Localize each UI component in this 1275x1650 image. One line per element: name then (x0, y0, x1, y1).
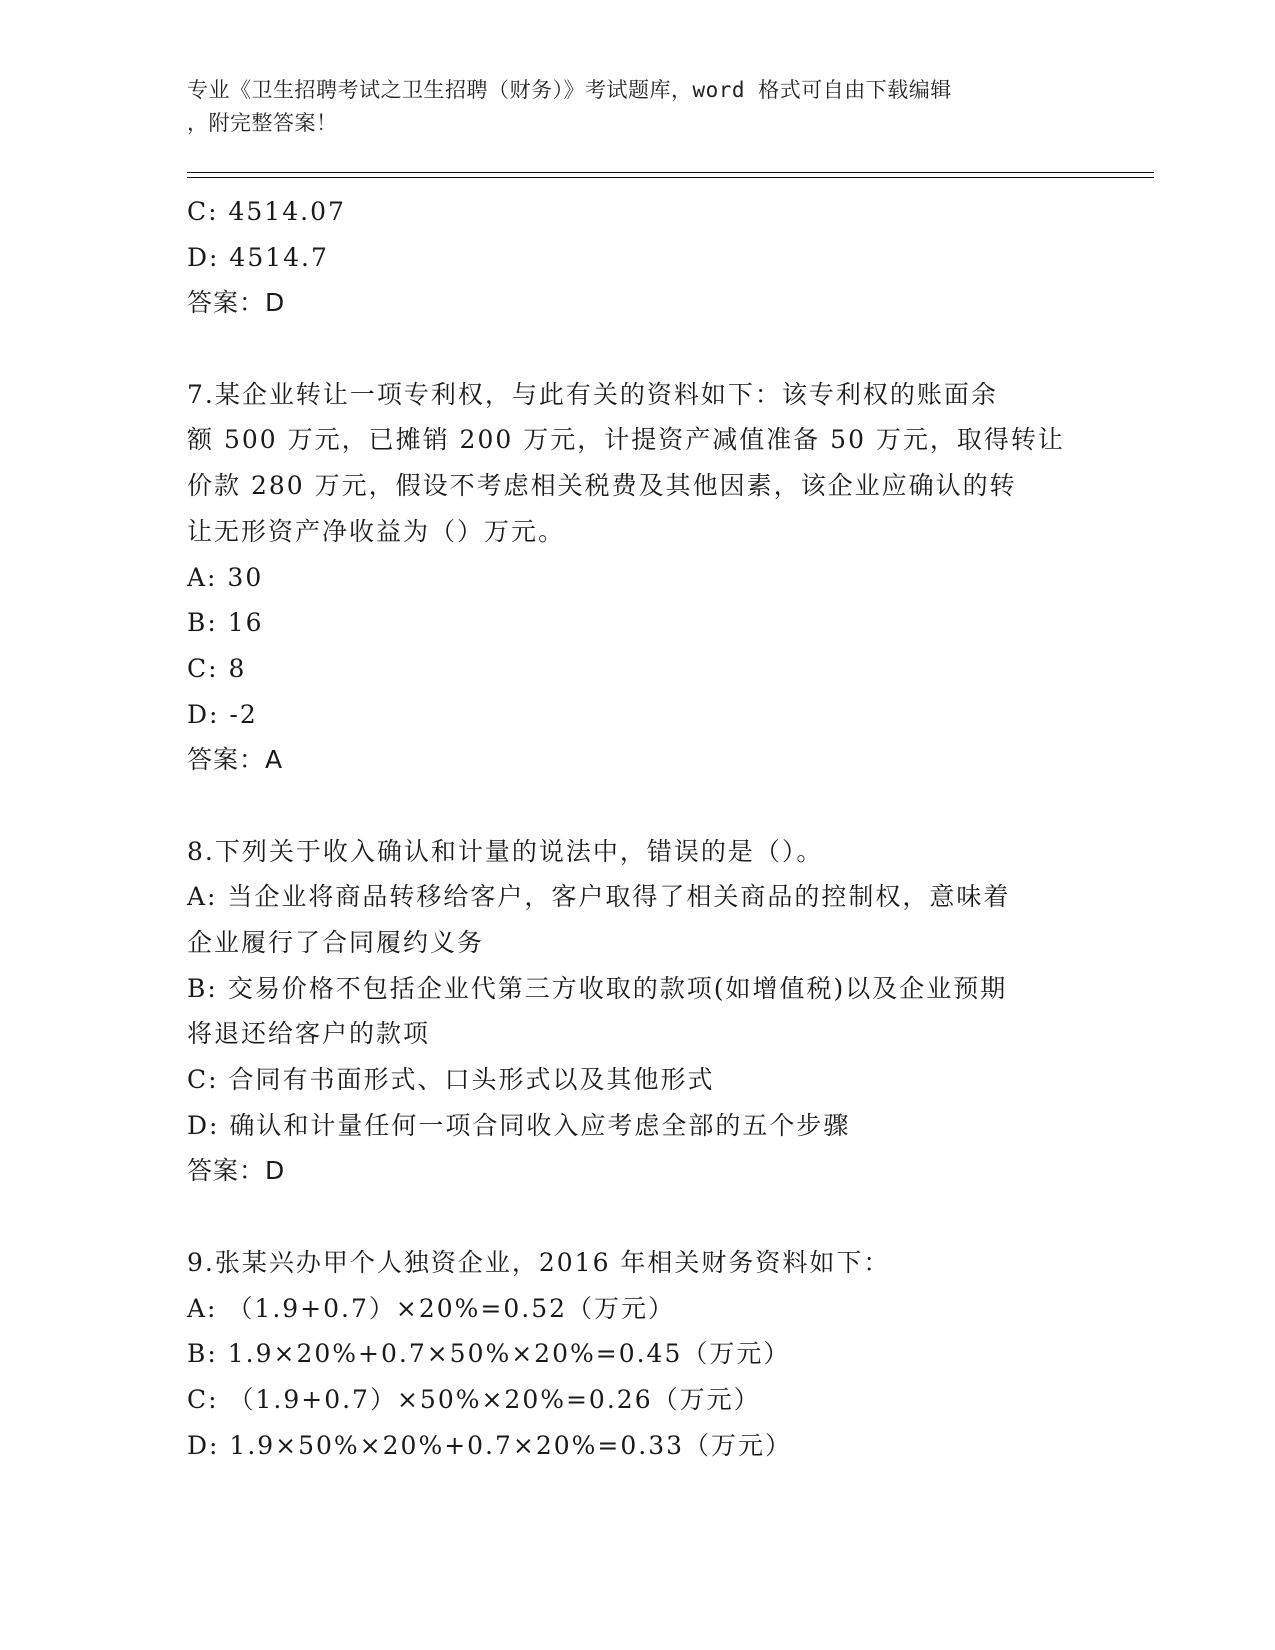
option-c: C: 4514.07 (187, 197, 346, 226)
answer: 答案：D (187, 1156, 286, 1186)
question-7 (187, 372, 1087, 783)
question-stem: 9.张某兴办甲个人独资企业，2016 年相关财务资料如下： (187, 1247, 891, 1277)
question-stem-line: 价款 280 万元，假设不考虑相关税费及其他因素，该企业应确认的转 (187, 471, 1017, 501)
question-stem-line: 额 500 万元，已摊销 200 万元，计提资产减值准备 50 万元，取得转让 (187, 425, 1065, 455)
question-8 (187, 829, 1087, 1195)
header-line-1: 专业《卫生招聘考试之卫生招聘（财务）》考试题库，word 格式可自由下载编辑 (187, 78, 952, 102)
previous-question (187, 189, 1087, 326)
spacer (187, 1194, 1087, 1240)
option-a-continued: 企业履行了合同履约义务 (187, 928, 485, 957)
question-content (187, 189, 1087, 1468)
option-d: D: 4514.7 (187, 242, 329, 272)
option-d: D: 1.9×50%×20%+0.7×20%=0.33（万元） (187, 1430, 793, 1460)
header-rule-bottom (187, 177, 1154, 178)
option-c: C: （1.9+0.7）×50%×20%=0.26（万元） (187, 1384, 761, 1414)
option-d: D: 确认和计量任何一项合同收入应考虑全部的五个步骤 (187, 1110, 851, 1140)
spacer (187, 326, 1087, 372)
option-d: D: -2 (187, 699, 258, 729)
option-b: B: 1.9×20%+0.7×50%×20%=0.45（万元） (187, 1339, 791, 1369)
option-a: A: 当企业将商品转移给客户，客户取得了相关商品的控制权，意味着 (187, 882, 1011, 912)
spacer (187, 783, 1087, 829)
option-b: B: 交易价格不包括企业代第三方收取的款项(如增值税)以及企业预期 (187, 973, 1008, 1003)
header-line-2: ，附完整答案！ (187, 111, 338, 135)
option-a: A: 30 (187, 562, 264, 592)
option-a: A: （1.9+0.7）×20%=0.52（万元） (187, 1293, 676, 1323)
option-c: C: 8 (187, 653, 247, 683)
document-header (187, 74, 1067, 140)
question-stem-line: 7.某企业转让一项专利权，与此有关的资料如下：该专利权的账面余 (187, 379, 998, 409)
question-stem-line: 让无形资产净收益为（）万元。 (187, 516, 566, 546)
option-b-continued: 将退还给客户的款项 (187, 1019, 431, 1049)
header-rule-top (187, 172, 1154, 173)
question-9 (187, 1240, 1087, 1468)
answer: 答案：D (187, 288, 286, 318)
option-c: C: 合同有书面形式、口头形式以及其他形式 (187, 1065, 715, 1095)
answer: 答案：A (187, 745, 284, 775)
option-b: B: 16 (187, 608, 264, 638)
question-stem: 8.下列关于收入确认和计量的说法中，错误的是（）。 (187, 836, 824, 866)
